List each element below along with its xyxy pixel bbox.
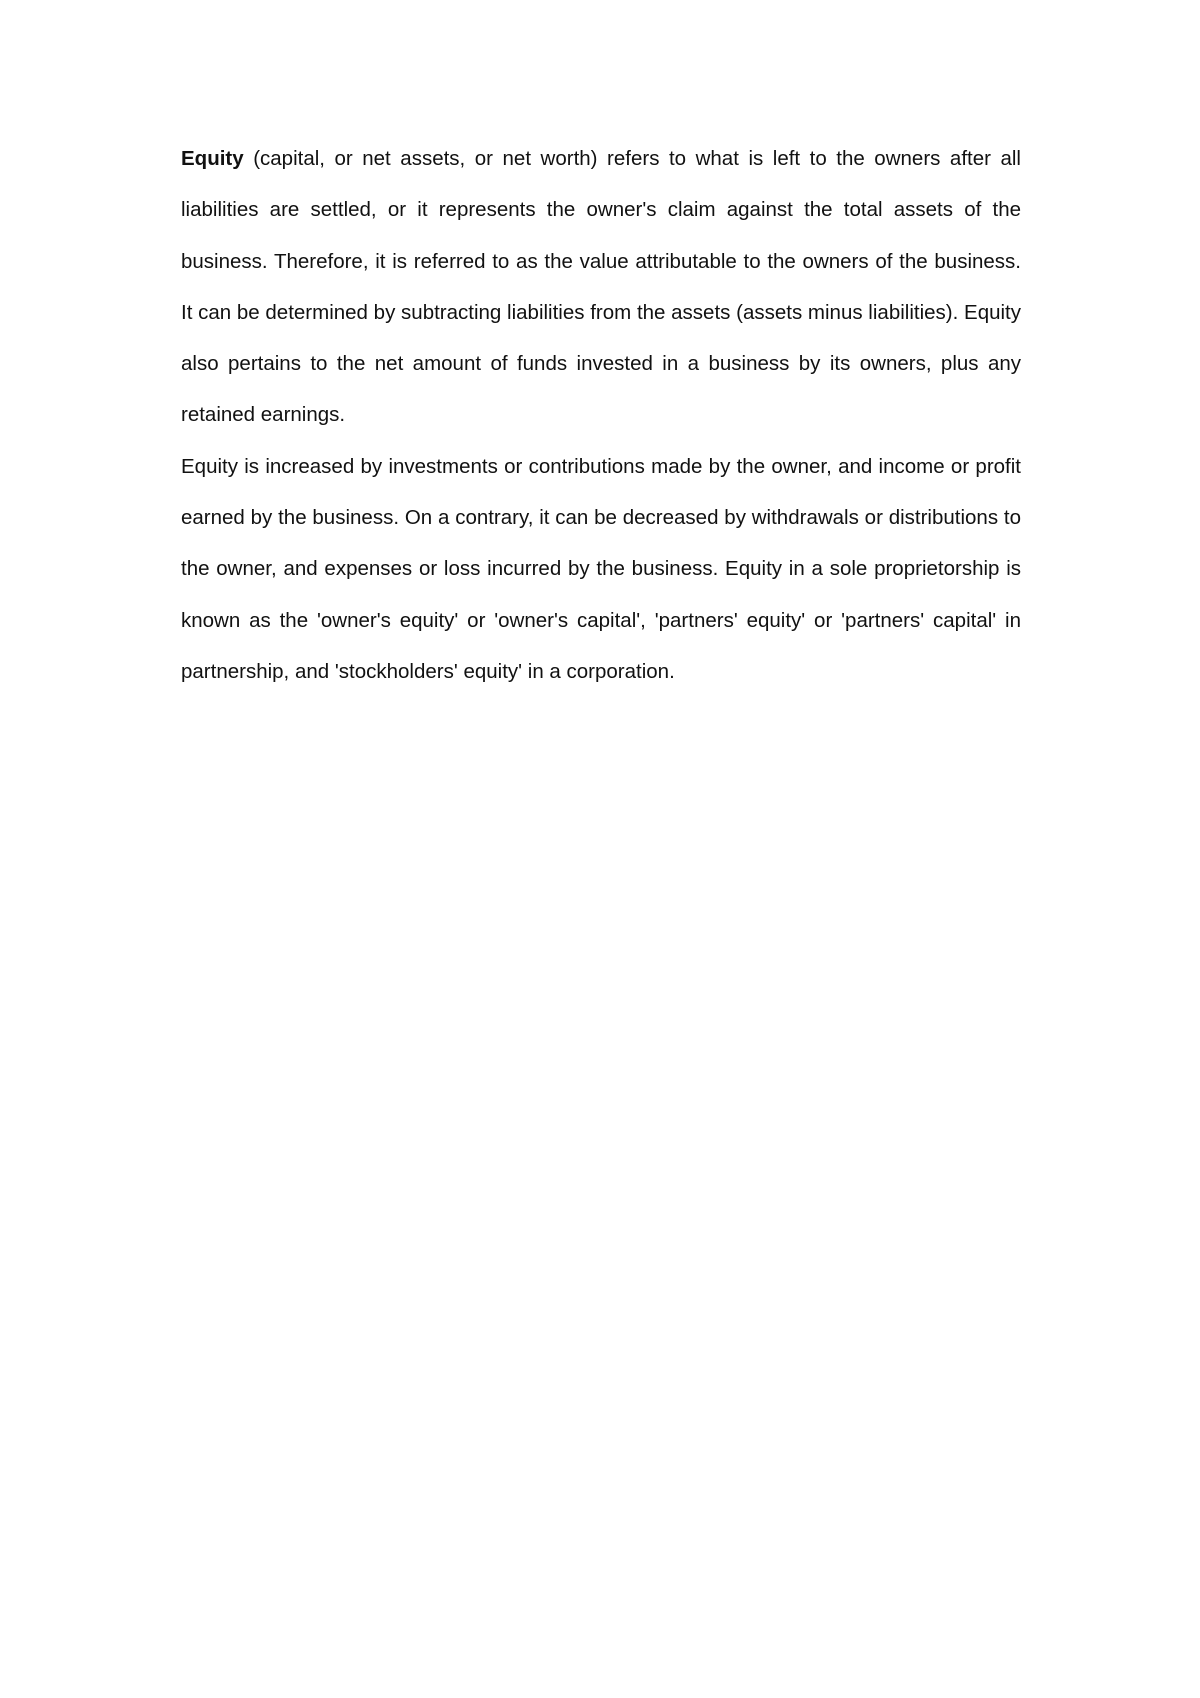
- paragraph-equity-definition: [181, 133, 1021, 441]
- paragraph-text: (capital, or net assets, or net worth) refers to what is left to the owners after all liabilities are settled, or it represents the owner's claim against the total assets of the business. Therefore, it is referred to as the value attributable to the owners of the business. It can be determined by subtracting liabilities from the assets (assets minus liabilities). Equity also pertains to the net amount of funds invested in a business by its owners, plus any retained earnings.: [181, 147, 1021, 427]
- document-body: [181, 133, 1021, 697]
- defined-term: Equity: [181, 147, 244, 170]
- paragraph-text: Equity is increased by investments or contributions made by the owner, and income or profit earned by the business. On a contrary, it can be decreased by withdrawals or distributions to the owner, and expenses or loss incurred by the business. Equity in a sole proprietorship is known as the 'owner's equity' or 'owner's capital', 'partners' equity' or 'partners' capital' in partnership, and 'stockholders' equity' in a corporation.: [181, 454, 1021, 683]
- paragraph-equity-changes: [181, 441, 1021, 697]
